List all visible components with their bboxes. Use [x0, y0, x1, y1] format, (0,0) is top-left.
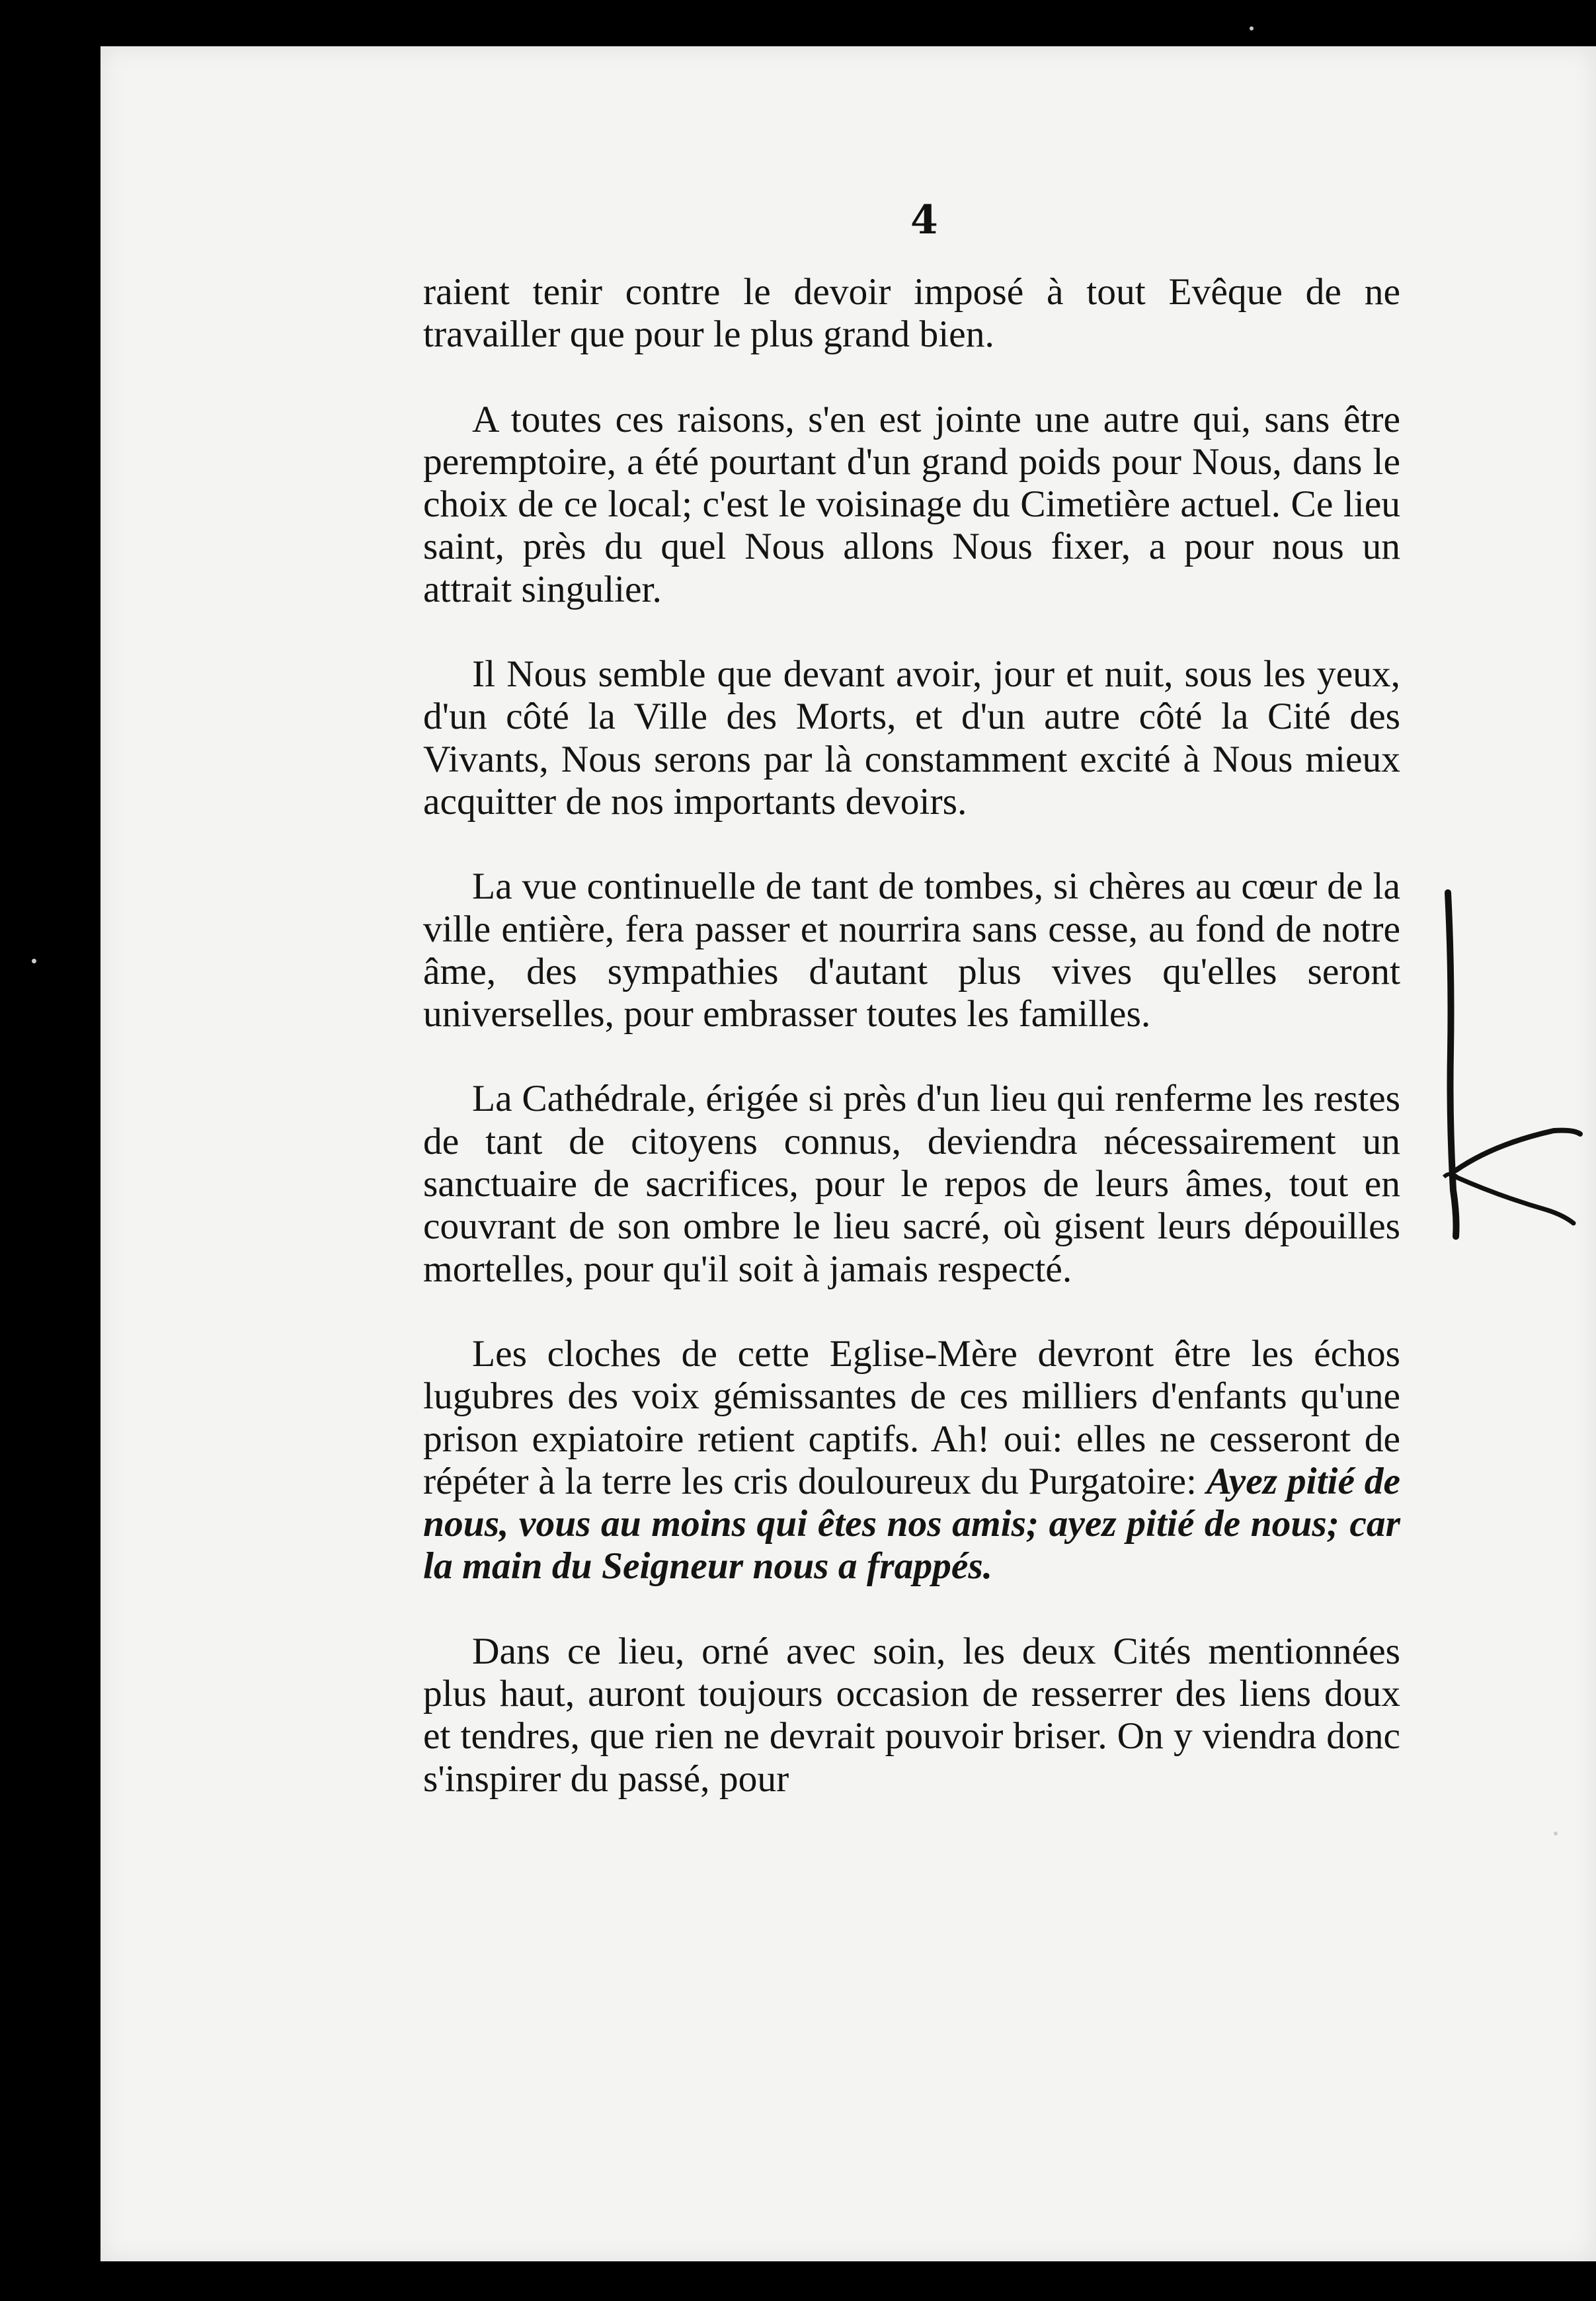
paragraph-7: Dans ce lieu, orné avec soin, les deux Cités mentionnées plus haut, auront toujours occasion de resserrer des liens doux et tendres, que rien ne devrait pouvoir briser. On y viendra donc s'inspirer du passé, pour — [423, 1630, 1400, 1800]
paragraph-2: A toutes ces raisons, s'en est jointe une autre qui, sans être peremptoire, a été pourtant d'un grand poids pour Nous, dans le choix de ce local; c'est le voisinage du Cimetière actuel. Ce lieu saint, près du quel Nous allons Nous fixer, a pour nous un attrait singulier. — [423, 398, 1400, 610]
scan-speck — [1554, 1832, 1558, 1836]
body-text — [423, 271, 1400, 1800]
scan-speck — [1250, 26, 1254, 30]
paragraph-1: raient tenir contre le devoir imposé à tout Evêque de ne travailler que pour le plus grand bien. — [423, 271, 1400, 356]
paragraph-6-text: Les cloches de cette Eglise-Mère devront être les échos lugubres des voix gémissantes de ces milliers d'enfants qu'une prison expiatoire retient captifs. Ah! oui: elles ne cesseront de répéter à la terre les cris douloureux du Purgatoire: — [423, 1332, 1400, 1502]
paragraph-4: La vue continuelle de tant de tombes, si chères au cœur de la ville entière, fera passer et nourrira sans cesse, au fond de notre âme, des sympathies d'autant plus vives qu'elles seront universelles, pour embrasser toutes les familles. — [423, 866, 1400, 1035]
page-number: 4 — [910, 197, 938, 243]
ink-mark — [1441, 879, 1587, 1250]
purgatory-quote: Ayez pitié de nous, vous au moins qui êtes nos amis; ayez pitié de nous; car la main du Seigneur nous a frappés. — [423, 1460, 1400, 1588]
paragraph-6 — [423, 1333, 1400, 1588]
scan-speck — [32, 959, 36, 963]
document-page — [100, 46, 1596, 2261]
paragraph-5: La Cathédrale, érigée si près d'un lieu qui renferme les restes de tant de citoyens connus, deviendra nécessairement un sanctuaire de sacrifices, pour le repos de leurs âmes, tout en couvrant de son ombre le lieu sacré, où gisent leurs dépouilles mortelles, pour qu'il soit à jamais respecté. — [423, 1078, 1400, 1290]
paragraph-3: Il Nous semble que devant avoir, jour et nuit, sous les yeux, d'un côté la Ville des Morts, et d'un autre côté la Cité des Vivants, Nous serons par là constamment excité à Nous mieux acquitter de nos importants devoirs. — [423, 653, 1400, 823]
